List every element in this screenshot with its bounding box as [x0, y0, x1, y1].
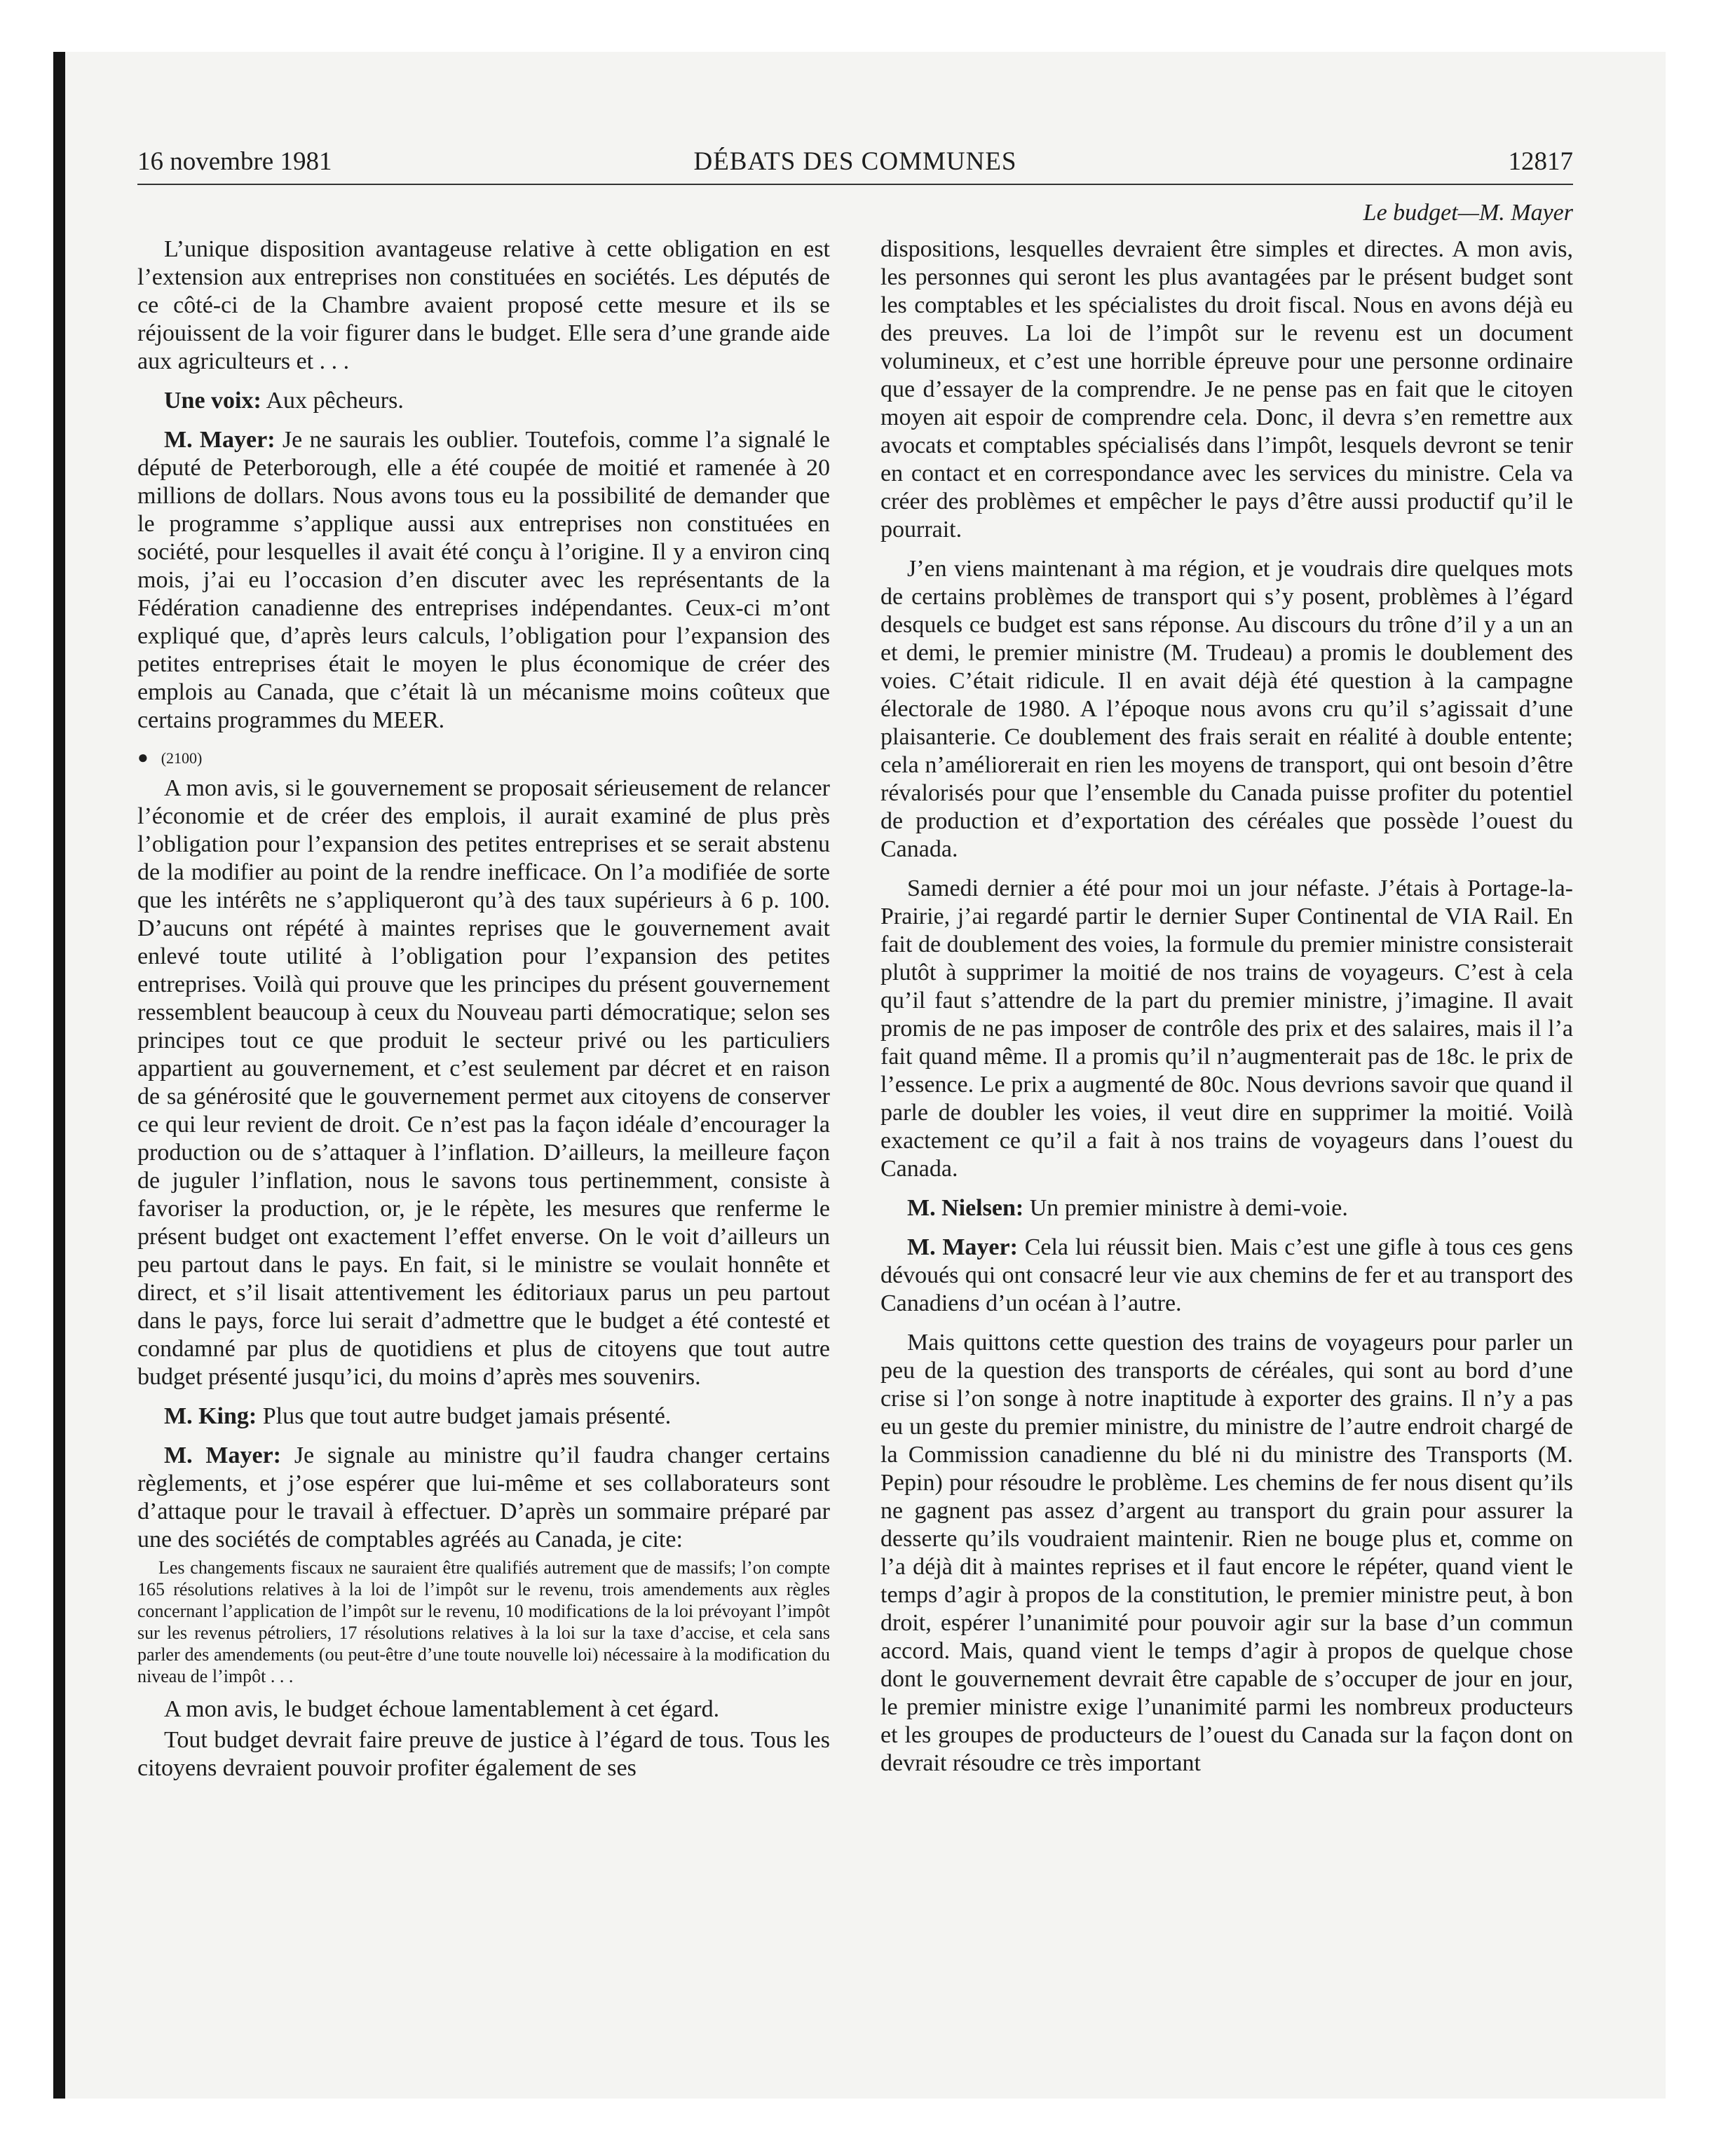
speech-text: Aux pêcheurs. [266, 388, 404, 414]
paragraph: L’unique disposition avantageuse relative à cette obligation en est l’extension aux entreprises non constituées en sociétés. Les députés de ce côté-ci de la Chambre avaient proposé cette mesure et ils se réjouissent de la voir figurer dans le budget. Elle sera d’une grande aide aux agriculteurs et . . . [137, 236, 830, 374]
time-marker-text: (2100) [161, 749, 203, 767]
right-column [880, 199, 1573, 1789]
speech-paragraph [137, 1403, 830, 1431]
speech-paragraph [137, 1442, 830, 1554]
speaker-name: M. Mayer: [164, 1442, 281, 1468]
binding-edge-shadow [53, 52, 65, 2099]
page-header [137, 144, 1573, 179]
speaker-name: M. Nielsen: [907, 1195, 1024, 1221]
paragraph: dispositions, lesquelles devraient être simples et directes. A mon avis, les personnes qui seront les plus avantagées par le présent budget sont les comptables et les spécialistes du droit fiscal. Nous en avons déjà eu des preuves. La loi de l’impôt sur le revenu est un document volumineux, et c’est une horrible épreuve pour une personne ordinaire que d’essayer de la comprendre. Je ne pense pas en fait que le citoyen moyen ait espoir de comprendre cela. Donc, il devra s’en remettre aux avocats et comptables spécialisés dans l’impôt, lesquels devront se tenir en contact et en correspondance avec les services du ministre. Cela va créer des problèmes et empêcher le pays d’être aussi productif qu’il le pourrait. [880, 236, 1573, 543]
block-quote: Les changements fiscaux ne sauraient être qualifiés autrement que de massifs; l’on compte 165 résolutions relatives à la loi de l’impôt sur le revenu, trois amendements aux règles concernant l’application de l’impôt sur le revenu, 10 modifications de la loi prévoyant l’impôt sur les revenus pétroliers, 17 résolutions relatives à la loi sur la taxe d’accise, et cela sans parler des amendements (ou peut-être d’une toute nouvelle loi) nécessaire à la modification du niveau de l’impôt . . . [137, 1557, 830, 1686]
speaker-name: M. Mayer: [164, 427, 275, 453]
hansard-page [137, 144, 1573, 2058]
header-date: 16 novembre 1981 [137, 147, 332, 176]
paragraph: Mais quittons cette question des trains de voyageurs pour parler un peu de la question des transports de céréales, qui sont au bord d’une crise si l’on songe à notre inaptitude à exporter des grains. Il n’y a pas eu un geste du premier ministre, du ministre de l’autre endroit chargé de la Commission canadienne du blé ni du ministre des Transports (M. Pepin) pour résoudre le problème. Les chemins de fer nous disent qu’ils ne gagnent pas assez d’argent au transport du grain pour assurer la desserte qu’ils voudraient maintenir. Rien ne bouge plus et, comme on l’a déjà dit à maintes reprises et il faut encore le répéter, quand vient le temps d’agir à propos de la constitution, le premier ministre peut, à bon droit, espérer l’unanimité pour pouvoir agir sur la base d’un commun accord. Mais, quand vient le temps d’agir à propos de quelque chose dont le gouvernement devrait être capable de s’occuper de jour en jour, le premier ministre exige l’unanimité parmi les nombreux producteurs et les groupes de producteurs de l’ouest du Canada sur la façon dont on devrait résoudre ce très important [880, 1330, 1573, 1776]
paragraph: Samedi dernier a été pour moi un jour néfaste. J’étais à Portage-la-Prairie, j’ai regardé partir le dernier Super Continental de VIA Rail. En fait de doublement des voies, la formule du premier ministre consisterait plutôt à supprimer la moitié de nos trains de voyageurs. C’est à cela qu’il faut s’attendre de la part du premier ministre, j’imagine. Il avait promis de ne pas imposer de contrôle des prix et des salaires, mais il l’a fait quand même. Il a promis qu’il n’augmenterait pas de 18c. le prix de l’essence. Le prix a augmenté de 80c. Nous devrions savoir que quand il parle de doubler les voies, il veut dire en supprimer la moitié. Voilà exactement ce qu’il a fait à nos trains de voyageurs dans l’ouest du Canada. [880, 875, 1573, 1182]
running-head: Le budget—M. Mayer [1363, 200, 1573, 226]
speech-text: Je ne saurais les oublier. Toutefois, comme l’a signalé le député de Peterborough, elle a été coupée de moitié et ramenée à 20 millions de dollars. Nous avons tous eu la possibilité de demander que le programme s’applique aussi aux entreprises non constituées en société, pour lesquelles il avait été conçu à l’origine. Il y a environ cinq mois, j’ai eu l’occasion d’en discuter avec les représentants de la Fédération canadienne des entreprises indépendantes. Ceux-ci m’ont expliqué que, d’après leurs calculs, l’obligation pour l’expansion des petites entreprises était le moyen le plus économique de créer des emplois au Canada, que c’était là un mécanisme moins coûteux que certains programmes du MEER. [137, 427, 831, 733]
speech-paragraph [137, 426, 830, 735]
speech-paragraph [137, 387, 830, 415]
speech-text: Je signale au ministre qu’il faudra changer certains règlements, et j’ose espérer que lui-même et ses collaborateurs sont d’attaque pour le travail à effectuer. D’après un sommaire préparé par une des sociétés de comptables agréés au Canada, je cite: [137, 1442, 830, 1553]
speech-paragraph [880, 1194, 1573, 1222]
paragraph: A mon avis, le budget échoue lamentablement à cet égard. [164, 1696, 720, 1722]
speaker-name: Une voix: [164, 388, 261, 414]
paragraph: J’en viens maintenant à ma région, et je voudrais dire quelques mots de certains problèmes de transport qui s’y posent, problèmes à l’égard desquels ce budget est sans réponse. Au discours du trône d’il y a un an et demi, le premier ministre (M. Trudeau) a promis le doublement des voies. C’était ridicule. Il en avait déjà été question à la campagne électorale de 1980. A l’époque nous avons cru qu’il s’agissait d’une plaisanterie. Ce doublement des frais serait en réalité à double entente; cela n’améliorerait en rien les moyens de transport, qui ont besoin d’être révalorisés pour que l’ensemble du Canada puisse profiter du potentiel de production et d’exportation des céréales que possède l’ouest du Canada. [880, 556, 1573, 862]
speaker-name: M. Mayer: [907, 1234, 1018, 1260]
bullet-icon: ● [137, 747, 149, 767]
paragraph: Tout budget devrait faire preuve de justice à l’égard de tous. Tous les citoyens devraient pouvoir profiter également de ses [137, 1727, 830, 1781]
speech-text: Plus que tout autre budget jamais présenté. [262, 1403, 672, 1429]
header-page-number: 12817 [1508, 147, 1573, 176]
speaker-name: M. King: [164, 1403, 257, 1429]
header-rule [137, 184, 1573, 185]
header-title: DÉBATS DES COMMUNES [693, 147, 1017, 176]
speech-paragraph [880, 1234, 1573, 1318]
left-column [137, 236, 830, 1794]
time-marker [137, 746, 830, 770]
speech-text: Cela lui réussit bien. Mais c’est une gifle à tous ces gens dévoués qui ont consacré leur vie aux chemins de fer et au transport des Canadiens d’un océan à l’autre. [880, 1234, 1573, 1316]
speech-text: Un premier ministre à demi-voie. [1029, 1195, 1348, 1221]
paragraph: A mon avis, si le gouvernement se proposait sérieusement de relancer l’économie et de créer des emplois, il aurait examiné de plus près l’obligation pour l’expansion des petites entreprises et se serait abstenu de la modifier au point de la rendre inefficace. On l’a modifiée de sorte que les intérêts ne s’appliqueront qu’à des taux supérieurs à 6 p. 100. D’aucuns ont répété à maintes reprises que le gouvernement avait enlevé toute utilité à l’obligation pour l’expansion des petites entreprises. Voilà qui prouve que les principes du présent gouvernement ressemblent beaucoup à ceux du Nouveau parti démocratique; selon ses principes tout ce que produit le secteur privé ou les particuliers appartient au gouvernement, et c’est seulement par décret et en raison de sa générosité que le gouvernement permet aux citoyens de conserver ce qui leur revient de droit. Ce n’est pas la façon idéale d’encourager la production ou de s’attaquer à l’inflation. D’ailleurs, la meilleure façon de juguler l’inflation, nous le savons tous pertinemment, consiste à favoriser la production, or, je le répète, les mesures que renferme le présent budget ont exactement l’effet enverse. On le voit d’ailleurs un peu partout dans le pays. En fait, si le ministre se voulait honnête et direct, et s’il lisait attentivement les éditoriaux parus un peu partout dans le pays, force lui serait d’admettre que le budget a été contesté et condamné par plus de quotidiens et plus de citoyens que tout autre budget présenté jusqu’ici, du moins d’après mes souvenirs. [137, 775, 830, 1390]
